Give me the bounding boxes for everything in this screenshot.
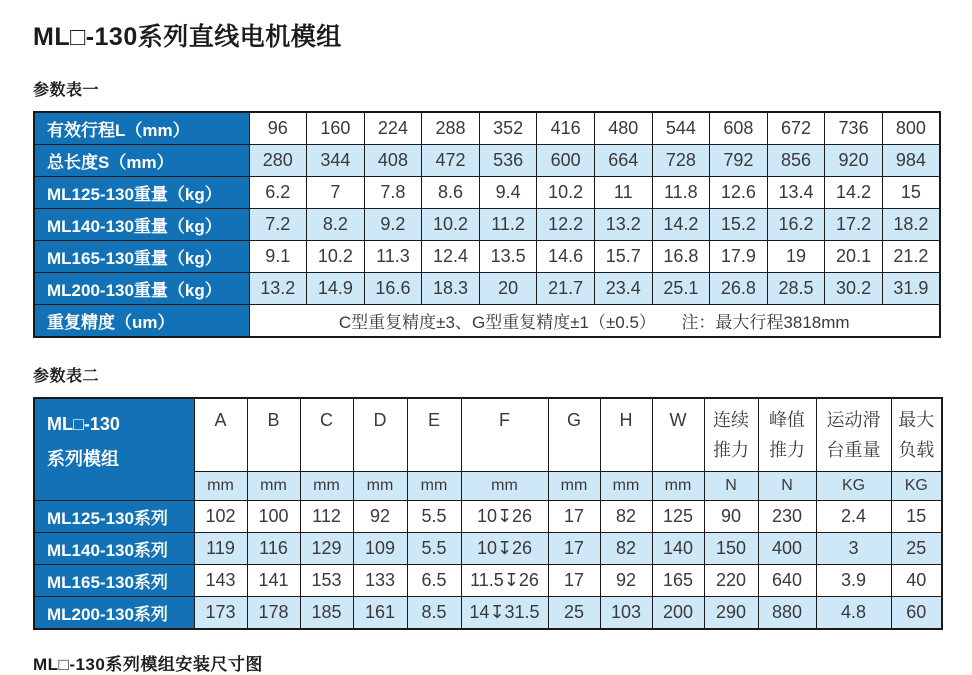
table-cell: 14.9 xyxy=(307,273,365,305)
column-header-cell: G xyxy=(548,398,600,472)
table-cell: 9.2 xyxy=(364,209,422,241)
table-cell: 141 xyxy=(247,565,300,597)
table-cell: 290 xyxy=(704,597,758,630)
table-cell: 8.2 xyxy=(307,209,365,241)
table-cell: 4.8 xyxy=(816,597,891,630)
table-cell: 3.9 xyxy=(816,565,891,597)
table-cell: 10.2 xyxy=(422,209,480,241)
table-cell: 10↧26 xyxy=(461,501,548,533)
table-cell: 600 xyxy=(537,145,595,177)
table-cell: 119 xyxy=(194,533,247,565)
table-row xyxy=(34,209,940,241)
column-header-cell: 最大 负载 xyxy=(891,398,942,472)
column-header-cell: B xyxy=(247,398,300,472)
table-cell: 17 xyxy=(548,565,600,597)
corner-title-line2: 系列模组 xyxy=(47,449,119,469)
table-cell: 13.5 xyxy=(479,241,537,273)
table-cell: 10.2 xyxy=(537,177,595,209)
table-cell: 20 xyxy=(479,273,537,305)
table-cell: 21.2 xyxy=(882,241,940,273)
table-cell: 102 xyxy=(194,501,247,533)
unit-cell: N xyxy=(704,472,758,501)
table-cell: 200 xyxy=(652,597,704,630)
precision-note-cell: C型重复精度±3、G型重复精度±1（±0.5） 注：最大行程3818mm xyxy=(249,305,940,338)
table-cell: 472 xyxy=(422,145,480,177)
row-label: ML165-130重量（kg） xyxy=(34,241,249,273)
section-label-table1: 参数表一 xyxy=(33,82,100,99)
table-cell: 13.4 xyxy=(767,177,825,209)
table-cell: 416 xyxy=(537,112,595,145)
column-header-cell: E xyxy=(407,398,461,472)
table-cell: 13.2 xyxy=(249,273,307,305)
table-row xyxy=(34,273,940,305)
table-cell: 10.2 xyxy=(307,241,365,273)
table-cell: 103 xyxy=(600,597,652,630)
row-label: ML125-130系列 xyxy=(34,501,194,533)
unit-cell: mm xyxy=(652,472,704,501)
unit-cell: N xyxy=(758,472,816,501)
unit-cell: mm xyxy=(300,472,353,501)
table-cell: 14.6 xyxy=(537,241,595,273)
table-cell: 60 xyxy=(891,597,942,630)
table-cell: 6.5 xyxy=(407,565,461,597)
table-cell: 40 xyxy=(891,565,942,597)
column-header-cell: 峰值 推力 xyxy=(758,398,816,472)
table-cell: 185 xyxy=(300,597,353,630)
table-cell: 536 xyxy=(479,145,537,177)
table-cell: 140 xyxy=(652,533,704,565)
table-cell: 792 xyxy=(710,145,768,177)
table-cell: 21.7 xyxy=(537,273,595,305)
column-header-cell: W xyxy=(652,398,704,472)
table-cell: 160 xyxy=(307,112,365,145)
table-cell: 133 xyxy=(353,565,407,597)
table-cell: 400 xyxy=(758,533,816,565)
table-cell: 165 xyxy=(652,565,704,597)
table-cell: 800 xyxy=(882,112,940,145)
table-row xyxy=(34,565,942,597)
table-row xyxy=(34,501,942,533)
table-cell: 352 xyxy=(479,112,537,145)
table-cell: 14↧31.5 xyxy=(461,597,548,630)
table-cell: 15 xyxy=(882,177,940,209)
table-cell: 13.2 xyxy=(594,209,652,241)
column-header-cell: A xyxy=(194,398,247,472)
table-cell: 30.2 xyxy=(825,273,883,305)
table-cell: 178 xyxy=(247,597,300,630)
table-cell: 17 xyxy=(548,501,600,533)
unit-cell: mm xyxy=(247,472,300,501)
table-cell: 12.4 xyxy=(422,241,480,273)
table-cell: 28.5 xyxy=(767,273,825,305)
table-cell: 25 xyxy=(891,533,942,565)
unit-cell: mm xyxy=(353,472,407,501)
table-cell: 150 xyxy=(704,533,758,565)
table-cell: 16.6 xyxy=(364,273,422,305)
table-cell: 984 xyxy=(882,145,940,177)
table-cell: 173 xyxy=(194,597,247,630)
table-cell: 9.4 xyxy=(479,177,537,209)
table-cell: 6.2 xyxy=(249,177,307,209)
table-cell: 8.6 xyxy=(422,177,480,209)
row-label: 总长度S（mm） xyxy=(34,145,249,177)
table-cell: 20.1 xyxy=(825,241,883,273)
table-cell: 25.1 xyxy=(652,273,710,305)
table-cell: 112 xyxy=(300,501,353,533)
parameter-table-1 xyxy=(33,111,941,338)
table-header-row xyxy=(34,398,942,472)
unit-cell: KG xyxy=(891,472,942,501)
table-cell: 11.8 xyxy=(652,177,710,209)
table-row xyxy=(34,533,942,565)
table-cell: 17 xyxy=(548,533,600,565)
table-cell: 344 xyxy=(307,145,365,177)
table-cell: 728 xyxy=(652,145,710,177)
corner-title-line1: ML□-130 xyxy=(47,414,120,434)
table-cell: 920 xyxy=(825,145,883,177)
table-cell: 18.3 xyxy=(422,273,480,305)
table-row xyxy=(34,112,940,145)
table-cell: 7.8 xyxy=(364,177,422,209)
table-cell: 143 xyxy=(194,565,247,597)
table-cell: 26.8 xyxy=(710,273,768,305)
table-cell: 14.2 xyxy=(652,209,710,241)
row-label: ML200-130系列 xyxy=(34,597,194,630)
table-cell: 161 xyxy=(353,597,407,630)
column-header-cell: H xyxy=(600,398,652,472)
row-label: ML140-130重量（kg） xyxy=(34,209,249,241)
table-cell: 288 xyxy=(422,112,480,145)
table-cell: 480 xyxy=(594,112,652,145)
table-cell: 96 xyxy=(249,112,307,145)
table-row xyxy=(34,145,940,177)
unit-cell: mm xyxy=(194,472,247,501)
table-cell: 8.5 xyxy=(407,597,461,630)
table-cell: 109 xyxy=(353,533,407,565)
table-cell: 608 xyxy=(710,112,768,145)
column-header-cell: F xyxy=(461,398,548,472)
table-cell: 640 xyxy=(758,565,816,597)
table-cell: 92 xyxy=(600,565,652,597)
row-label: ML140-130系列 xyxy=(34,533,194,565)
row-label: ML165-130系列 xyxy=(34,565,194,597)
table-cell: 220 xyxy=(704,565,758,597)
table-cell: 672 xyxy=(767,112,825,145)
table-cell: 92 xyxy=(353,501,407,533)
table-cell: 16.2 xyxy=(767,209,825,241)
table-cell: 125 xyxy=(652,501,704,533)
column-header-cell: 运动滑 台重量 xyxy=(816,398,891,472)
table-cell: 9.1 xyxy=(249,241,307,273)
table-cell: 19 xyxy=(767,241,825,273)
table-cell: 31.9 xyxy=(882,273,940,305)
table-cell: 10↧26 xyxy=(461,533,548,565)
row-label: 重复精度（um） xyxy=(34,305,249,338)
table-cell: 12.2 xyxy=(537,209,595,241)
table-row xyxy=(34,241,940,273)
table-cell: 3 xyxy=(816,533,891,565)
table-cell: 15.2 xyxy=(710,209,768,241)
unit-cell: mm xyxy=(600,472,652,501)
table-cell: 15 xyxy=(891,501,942,533)
page-title: ML□-130系列直线电机模组 xyxy=(33,23,342,51)
footer-section-label: ML□-130系列模组安装尺寸图 xyxy=(33,655,263,674)
row-label: ML200-130重量（kg） xyxy=(34,273,249,305)
table-cell: 664 xyxy=(594,145,652,177)
table-cell: 408 xyxy=(364,145,422,177)
table-cell: 280 xyxy=(249,145,307,177)
table-cell: 11.5↧26 xyxy=(461,565,548,597)
table-cell: 880 xyxy=(758,597,816,630)
column-header-cell: D xyxy=(353,398,407,472)
table-cell: 11 xyxy=(594,177,652,209)
unit-cell: mm xyxy=(461,472,548,501)
table-cell: 25 xyxy=(548,597,600,630)
section-label-table2: 参数表二 xyxy=(33,368,100,385)
unit-cell: mm xyxy=(548,472,600,501)
table-cell: 15.7 xyxy=(594,241,652,273)
unit-cell: KG xyxy=(816,472,891,501)
table-cell: 2.4 xyxy=(816,501,891,533)
table-cell: 116 xyxy=(247,533,300,565)
table-cell: 7.2 xyxy=(249,209,307,241)
corner-header-cell xyxy=(34,398,194,501)
table-cell: 153 xyxy=(300,565,353,597)
table-cell: 7 xyxy=(307,177,365,209)
table-cell: 11.3 xyxy=(364,241,422,273)
table-cell: 100 xyxy=(247,501,300,533)
column-header-cell: C xyxy=(300,398,353,472)
row-label: 有效行程L（mm） xyxy=(34,112,249,145)
table-cell: 544 xyxy=(652,112,710,145)
parameter-table-2 xyxy=(33,397,943,630)
table-row-precision xyxy=(34,305,940,338)
column-header-cell: 连续 推力 xyxy=(704,398,758,472)
table-cell: 90 xyxy=(704,501,758,533)
page xyxy=(33,0,941,675)
table-cell: 18.2 xyxy=(882,209,940,241)
table-cell: 129 xyxy=(300,533,353,565)
table-cell: 14.2 xyxy=(825,177,883,209)
row-label: ML125-130重量（kg） xyxy=(34,177,249,209)
table-cell: 230 xyxy=(758,501,816,533)
table-cell: 736 xyxy=(825,112,883,145)
table-cell: 16.8 xyxy=(652,241,710,273)
table-cell: 82 xyxy=(600,501,652,533)
table-row xyxy=(34,177,940,209)
table-cell: 224 xyxy=(364,112,422,145)
table-row xyxy=(34,597,942,630)
table-cell: 12.6 xyxy=(710,177,768,209)
table-cell: 11.2 xyxy=(479,209,537,241)
table-cell: 23.4 xyxy=(594,273,652,305)
table-cell: 5.5 xyxy=(407,533,461,565)
table-cell: 856 xyxy=(767,145,825,177)
table-cell: 82 xyxy=(600,533,652,565)
table-cell: 17.9 xyxy=(710,241,768,273)
unit-cell: mm xyxy=(407,472,461,501)
table-cell: 17.2 xyxy=(825,209,883,241)
table-cell: 5.5 xyxy=(407,501,461,533)
